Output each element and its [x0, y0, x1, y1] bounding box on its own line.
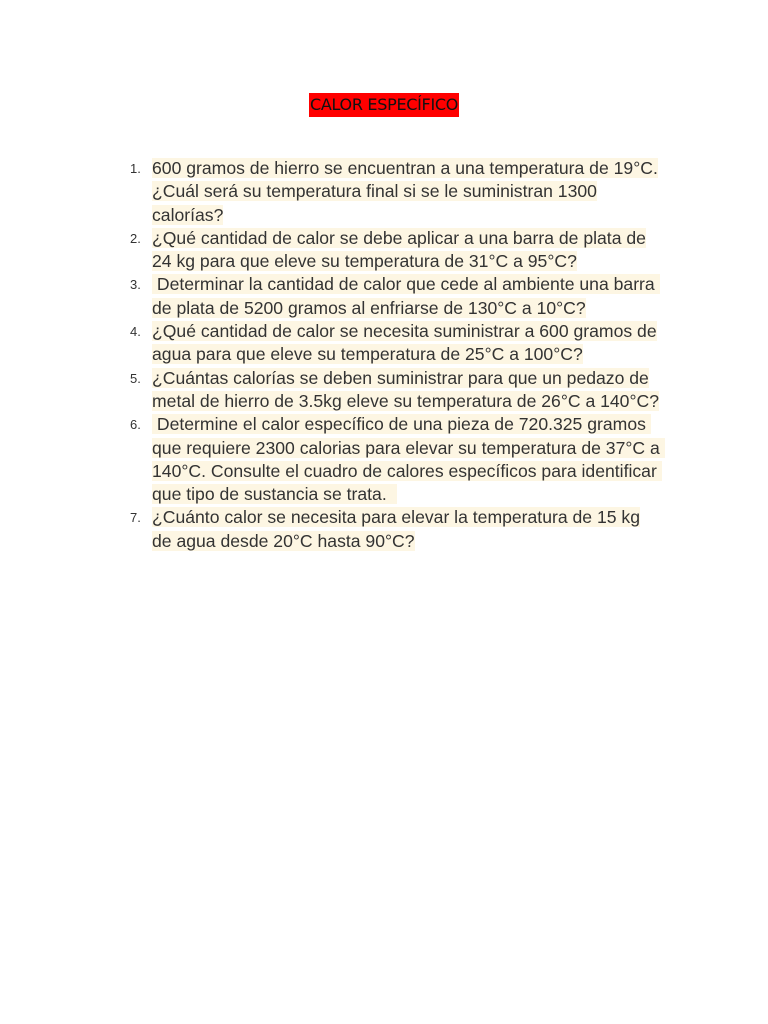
question-text: ¿Cuántas calorías se deben suministrar para que un pedazo de metal de hierro de 3.5kg eleve su temperatura de 26°C a 140°C?	[152, 367, 659, 411]
question-text: Determinar la cantidad de calor que cede al ambiente una barra de plata de 5200 gramos al enfriarse de 130°C a 10°C?	[152, 274, 660, 318]
title-container	[0, 93, 768, 117]
list-number: 3.	[130, 277, 141, 293]
question-text: ¿Cuánto calor se necesita para elevar la temperatura de 15 kg de agua desde 20°C hasta 90°C?	[152, 507, 641, 551]
list-number: 5.	[130, 370, 141, 386]
list-number: 4.	[130, 324, 141, 340]
list-item	[130, 157, 670, 227]
list-item	[130, 273, 670, 320]
list-item	[130, 506, 670, 553]
list-number: 1.	[130, 161, 141, 176]
list-item	[130, 227, 670, 274]
list-number: 6.	[130, 417, 141, 433]
question-text: Determine el calor específico de una pieza de 720.325 gramos que requiere 2300 calorias para elevar su temperatura de 37°C a 140°C. Consulte el cuadro de calores específicos para identificar que tipo de sustancia se trata.	[152, 414, 665, 505]
list-item	[130, 320, 670, 367]
question-text: 600 gramos de hierro se encuentran a una temperatura de 19°C. ¿Cuál será su temperatura final si se le suministran 1300 calorías?	[152, 158, 658, 225]
page-title: CALOR ESPECÍFICO	[309, 93, 459, 117]
question-text: ¿Qué cantidad de calor se necesita suministrar a 600 gramos de agua para que eleve su temperatura de 25°C a 100°C?	[152, 321, 657, 365]
question-text: ¿Qué cantidad de calor se debe aplicar a una barra de plata de 24 kg para que eleve su temperatura de 31°C a 95°C?	[152, 227, 646, 272]
questions-list	[130, 157, 670, 553]
list-number: 2.	[130, 230, 141, 246]
list-item	[130, 413, 670, 506]
list-item	[130, 367, 670, 414]
list-number: 7.	[130, 510, 141, 526]
